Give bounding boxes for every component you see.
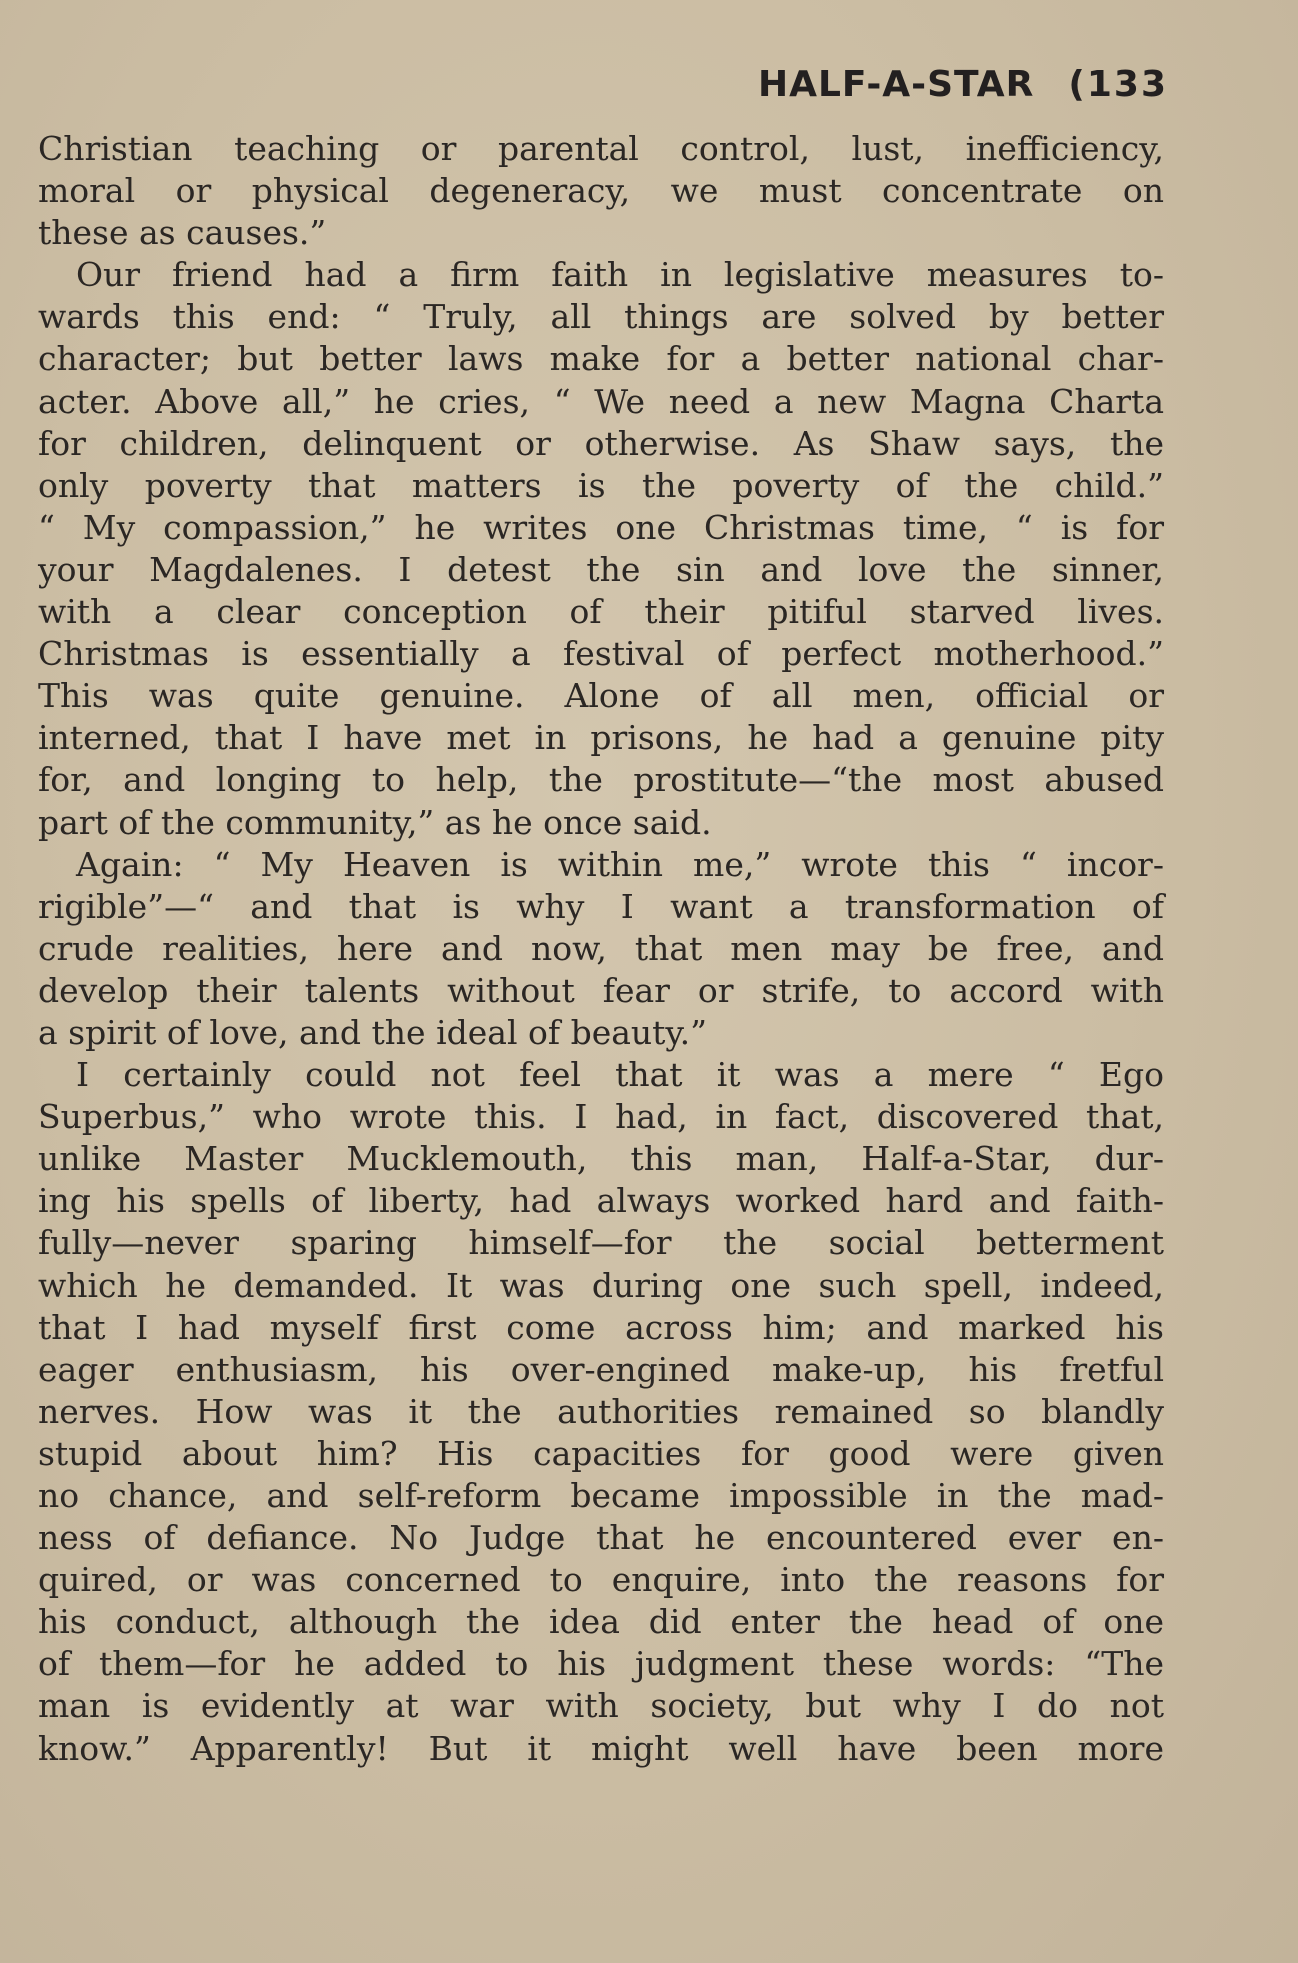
text-line: ing his spells of liberty, had always worked hard and faith- <box>38 1181 1164 1221</box>
text-line: interned, that I have met in prisons, he had a genuine pity <box>38 718 1164 758</box>
text-line: nerves. How was it the authorities remained so blandly <box>38 1391 1164 1431</box>
page-header <box>758 64 1168 105</box>
text-line: Again: “ My Heaven is within me,” wrote this “ incor- <box>76 844 1164 884</box>
text-line: develop their talents without fear or strife, to accord with <box>38 970 1164 1010</box>
text-line: fully—never sparing himself—for the social betterment <box>38 1223 1164 1263</box>
text-line: wards this end: “ Truly, all things are solved by better <box>38 297 1164 337</box>
text-line: stupid about him? His capacities for good were given <box>38 1433 1164 1473</box>
text-line: ness of defiance. No Judge that he encountered ever en- <box>38 1518 1164 1558</box>
text-line: moral or physical degeneracy, we must concentrate on <box>38 171 1164 211</box>
text-line: these as causes.” <box>38 213 327 253</box>
text-line: with a clear conception of their pitiful starved lives. <box>38 592 1164 632</box>
page-number: (133 <box>1068 64 1168 105</box>
text-line: quired, or was concerned to enquire, into the reasons for <box>38 1560 1164 1600</box>
text-line: of them—for he added to his judgment these words: “The <box>38 1644 1164 1684</box>
text-line: Our friend had a firm faith in legislative measures to- <box>76 255 1164 295</box>
text-line: Christian teaching or parental control, lust, inefficiency, <box>38 129 1164 168</box>
text-line: “ My compassion,” he writes one Christmas time, “ is for <box>38 507 1164 547</box>
text-line: his conduct, although the idea did enter the head of one <box>38 1602 1164 1642</box>
text-line: which he demanded. It was during one such spell, indeed, <box>38 1265 1164 1305</box>
text-line: for, and longing to help, the prostitute—“the most abused <box>38 760 1164 800</box>
text-line: only poverty that matters is the poverty of the child.” <box>38 465 1164 505</box>
text-line: part of the community,” as he once said. <box>38 802 712 842</box>
text-line: I certainly could not feel that it was a mere “ Ego <box>76 1055 1164 1095</box>
body-text <box>38 128 1164 1770</box>
text-line: a spirit of love, and the ideal of beauty.” <box>38 1012 708 1052</box>
text-line: your Magdalenes. I detest the sin and love the sinner, <box>38 549 1164 589</box>
text-line: This was quite genuine. Alone of all men, official or <box>38 676 1164 716</box>
text-line: eager enthusiasm, his over-engined make-up, his fretful <box>38 1349 1164 1389</box>
text-line: character; but better laws make for a better national char- <box>38 339 1164 379</box>
running-title: HALF-A-STAR <box>757 64 1035 105</box>
text-line: Christmas is essentially a festival of perfect motherhood.” <box>38 634 1164 674</box>
text-line: no chance, and self-reform became impossible in the mad- <box>38 1476 1164 1515</box>
text-line: rigible”—“ and that is why I want a transformation of <box>38 886 1164 926</box>
text-line: acter. Above all,” he cries, “ We need a new Magna Charta <box>38 381 1164 421</box>
text-line: crude realities, here and now, that men may be free, and <box>38 928 1164 968</box>
text-line: that I had myself first come across him; and marked his <box>38 1307 1164 1347</box>
text-line: Superbus,” who wrote this. I had, in fact, discovered that, <box>38 1097 1164 1137</box>
text-line: man is evidently at war with society, but why I do not <box>38 1686 1164 1726</box>
text-line: unlike Master Mucklemouth, this man, Half-a-Star, dur- <box>38 1139 1164 1179</box>
text-line: for children, delinquent or otherwise. As Shaw says, the <box>38 423 1164 463</box>
text-line: know.” Apparently! But it might well have been more <box>38 1728 1164 1768</box>
